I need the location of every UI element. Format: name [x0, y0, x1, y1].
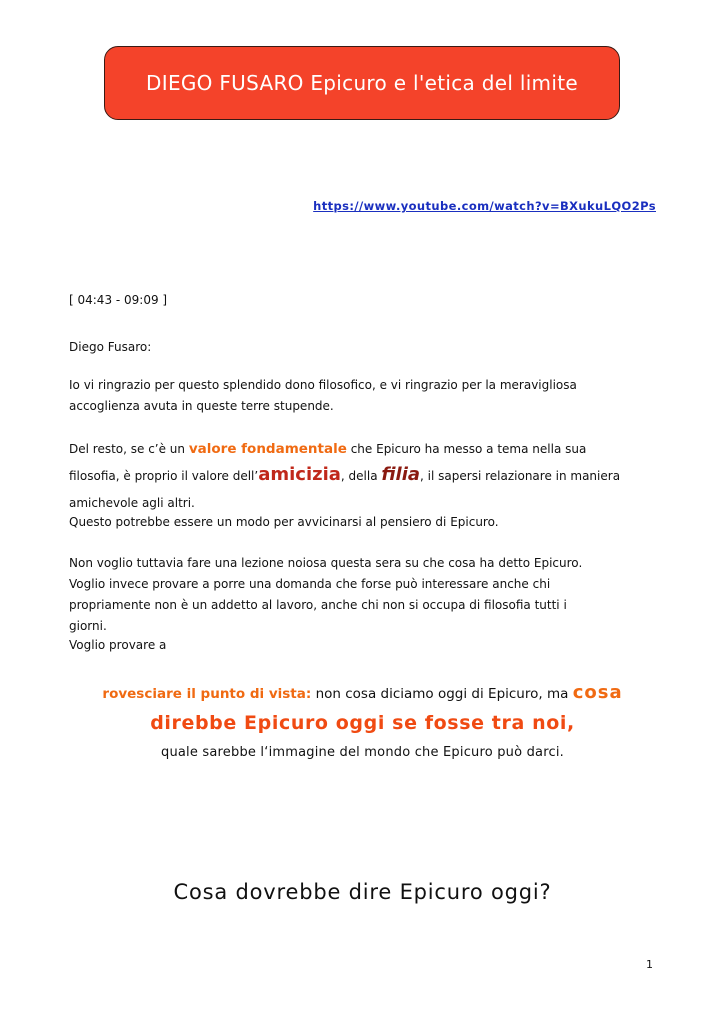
rovesciare-highlight: rovesciare il punto di vista:: [102, 686, 312, 702]
paragraph3-line1: Non voglio tuttavia fare una lezione noiosa questa sera su che cosa ha detto Epicuro.: [69, 556, 583, 570]
paragraph2-line2: [69, 464, 620, 487]
text-segment: Del resto, se c’è un: [69, 442, 189, 456]
text-segment: , il sapersi relazionare in maniera: [420, 469, 621, 483]
direbbe-line: direbbe Epicuro oggi se fosse tra noi,: [150, 712, 575, 734]
text-segment: , della: [340, 469, 382, 483]
paragraph3-line3: propriamente non è un addetto al lavoro, anche chi non si occupa di filosofia tutti i: [69, 598, 567, 612]
paragraph2-line4: Questo potrebbe essere un modo per avvicinarsi al pensiero di Epicuro.: [69, 515, 499, 529]
cosa-highlight: cosa: [572, 682, 623, 703]
closing-question: Cosa dovrebbe dire Epicuro oggi?: [173, 880, 552, 904]
paragraph2-line3: amichevole agli altri.: [69, 496, 195, 510]
filia-highlight: filia: [381, 464, 421, 485]
youtube-link[interactable]: https://www.youtube.com/watch?v=BXukuLQO2Ps: [313, 199, 656, 213]
valore-fondamentale-highlight: valore fondamentale: [188, 441, 347, 457]
paragraph3-line4: giorni.: [69, 619, 107, 633]
paragraph3-line5: Voglio provare a: [69, 638, 167, 652]
rovesciare-line: [0, 682, 725, 703]
paragraph1-line2: accoglienza avuta in queste terre stupende.: [69, 399, 334, 413]
speaker-label: Diego Fusaro:: [69, 340, 152, 354]
text-segment: filosofia, è proprio il valore dell’: [69, 469, 259, 483]
document-title: DIEGO FUSARO Epicuro e l'etica del limite: [146, 71, 578, 95]
timestamp: [ 04:43 - 09:09 ]: [69, 293, 168, 307]
quale-line: quale sarebbe l‘immagine del mondo che Epicuro può darci.: [161, 745, 564, 760]
text-segment: che Epicuro ha messo a tema nella sua: [346, 442, 587, 456]
page-number: 1: [646, 958, 653, 971]
text-segment: non cosa diciamo oggi di Epicuro, ma: [311, 686, 573, 702]
paragraph2-line1: [69, 439, 586, 460]
title-box: [104, 46, 620, 120]
amicizia-highlight: amicizia: [258, 464, 341, 485]
paragraph1-line1: Io vi ringrazio per questo splendido dono filosofico, e vi ringrazio per la meravigliosa: [69, 378, 577, 392]
paragraph3-line2: Voglio invece provare a porre una domanda che forse può interessare anche chi: [69, 577, 551, 591]
